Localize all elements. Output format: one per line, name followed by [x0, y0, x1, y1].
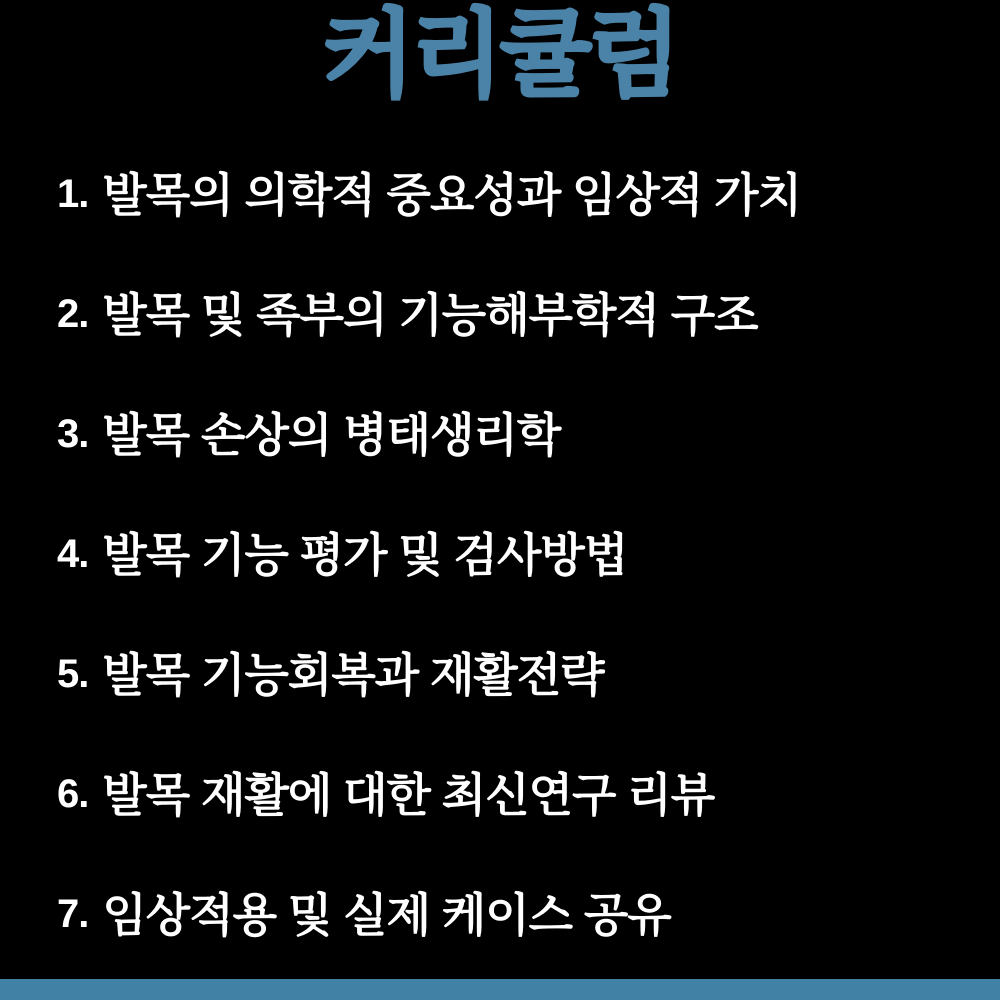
item-text: 임상적용 및 실제 케이스 공유 — [102, 889, 671, 941]
list-item — [57, 612, 970, 732]
item-text: 발목 기능회복과 재활전략 — [102, 649, 604, 701]
page-title: 커리큘럼 — [322, 2, 678, 108]
item-number: 2. — [57, 291, 89, 336]
curriculum-list — [57, 132, 970, 972]
item-text: 발목 및 족부의 기능해부학적 구조 — [102, 289, 758, 341]
list-item — [57, 732, 970, 852]
list-item — [57, 852, 970, 972]
item-text: 발목 기능 평가 및 검사방법 — [102, 529, 628, 581]
item-number: 3. — [57, 411, 89, 456]
list-item — [57, 252, 970, 372]
list-item — [57, 132, 970, 252]
item-text: 발목의 의학적 중요성과 임상적 가치 — [102, 169, 802, 221]
item-text: 발목 재활에 대한 최신연구 리뷰 — [102, 769, 715, 821]
list-item — [57, 492, 970, 612]
bottom-accent-bar — [0, 979, 1000, 1000]
item-number: 5. — [57, 651, 89, 696]
item-number: 1. — [57, 171, 89, 216]
list-item — [57, 372, 970, 492]
item-number: 6. — [57, 771, 89, 816]
item-number: 7. — [57, 891, 89, 936]
item-number: 4. — [57, 531, 89, 576]
item-text: 발목 손상의 병태생리학 — [102, 409, 561, 461]
